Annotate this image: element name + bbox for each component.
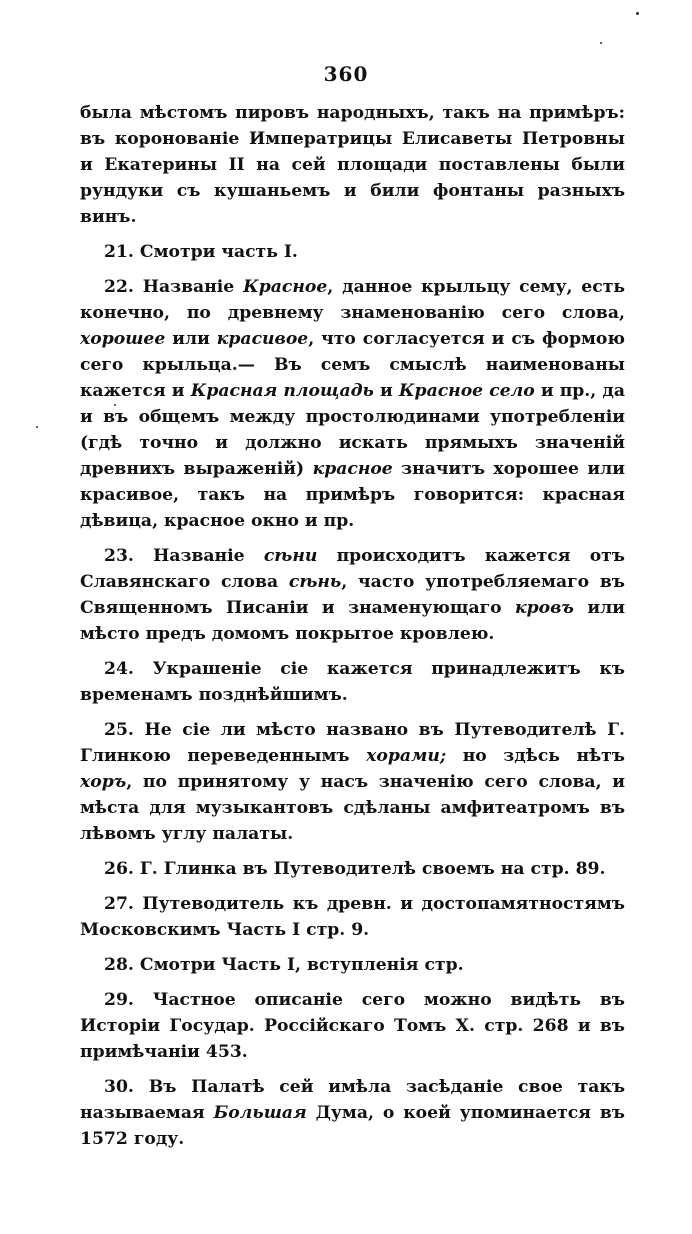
text-run: Смотри Часть I, вступленія стр. xyxy=(139,955,464,975)
emphasized-term: Большая xyxy=(213,1103,307,1123)
text-run: , что согласуется и съ формою сего крыльца.— Въ семъ смыслѣ наименованы кажется и xyxy=(80,329,625,401)
emphasized-term: красивое xyxy=(216,329,309,349)
emphasized-term: Красная площадь xyxy=(190,381,374,401)
text-run: , по принятому у насъ значенію сего слова, и мѣста для музыкантовъ сдѣланы амфитеатромъ въ лѣвомъ углу палаты. xyxy=(80,772,625,844)
footnote-paragraph xyxy=(80,987,625,1065)
emphasized-term: сѣни xyxy=(263,546,318,566)
footnote-number: 28. xyxy=(104,955,134,975)
text-run: Г. Глинка въ Путеводителѣ своемъ на стр. 89. xyxy=(139,859,606,879)
footnote-number: 25. xyxy=(104,720,134,740)
scan-speck xyxy=(114,404,116,406)
emphasized-term: красное xyxy=(312,459,393,479)
footnote-paragraph xyxy=(80,952,625,978)
text-run: была мѣстомъ пировъ народныхъ, такъ на примѣръ: въ коронованіе Императрицы Елисаветы Петровны и Екатерины II на сей площади поставлены были рундуки съ кушаньемъ и били фонтаны разныхъ винъ. xyxy=(80,103,625,227)
notes-body xyxy=(80,100,625,1161)
emphasized-term: хоръ xyxy=(80,772,127,792)
text-run: Украшеніе сіе кажется принадлежитъ къ временамъ позднѣйшимъ. xyxy=(80,659,625,705)
footnote-paragraph xyxy=(80,891,625,943)
text-run: Названіе xyxy=(153,546,264,566)
footnote-number: 22. xyxy=(104,277,134,297)
footnote-number: 27. xyxy=(104,894,134,914)
text-run: Названіе xyxy=(142,277,244,297)
footnote-number: 21. xyxy=(104,242,134,262)
text-run: Путеводитель къ древн. и достопамятностямъ Московскимъ Часть I стр. 9. xyxy=(80,894,625,940)
footnote-paragraph xyxy=(80,656,625,708)
text-run: происходитъ кажется отъ Славянскаго слова xyxy=(80,546,625,592)
footnote-number: 29. xyxy=(104,990,134,1010)
emphasized-term: Красное село xyxy=(398,381,535,401)
text-run: Въ Палатѣ сей имѣла засѣданіе свое такъ называемая xyxy=(80,1077,626,1123)
text-run: Дума, о коей упоминается въ 1572 году. xyxy=(80,1103,625,1149)
footnote-paragraph xyxy=(80,274,625,534)
footnote-paragraph xyxy=(80,1074,625,1152)
text-run: или xyxy=(165,329,217,349)
footnote-number: 26. xyxy=(104,859,134,879)
footnote-paragraph xyxy=(80,856,625,882)
page-number: 360 xyxy=(323,62,369,86)
text-run: и xyxy=(373,381,399,401)
footnote-paragraph xyxy=(80,239,625,265)
text-run: или мѣсто предъ домомъ покрытое кровлею. xyxy=(80,598,625,644)
scan-speck xyxy=(600,42,602,44)
text-run: , часто употребляемаго въ Священномъ Писаніи и знаменующаго xyxy=(80,572,625,618)
footnote-number: 24. xyxy=(104,659,134,679)
footnote-paragraph xyxy=(80,717,625,847)
text-run: Смотри часть I. xyxy=(139,242,298,262)
text-run: значитъ хорошее или красивое, такъ на примѣръ говорится: красная дѣвица, красное окно и пр. xyxy=(80,459,626,531)
scan-speck xyxy=(636,12,639,15)
emphasized-term: сѣнь xyxy=(288,572,342,592)
footnote-paragraph xyxy=(80,543,625,647)
emphasized-term: хорами; xyxy=(366,746,447,766)
scan-speck xyxy=(36,426,38,428)
text-run: но здѣсь нѣтъ xyxy=(446,746,625,766)
emphasized-term: кровъ xyxy=(515,598,574,618)
continuation-paragraph xyxy=(80,100,625,230)
text-run: Частное описаніе сего можно видѣть въ Исторіи Государ. Россійскаго Томъ X. стр. 268 и въ примѣчаніи 453. xyxy=(80,990,625,1062)
emphasized-term: хорошее xyxy=(80,329,166,349)
text-run: , данное крыльцу сему, есть конечно, по древнему знаменованію сего слова, xyxy=(80,277,626,323)
text-run: Не сіе ли мѣсто названо въ Путеводителѣ Г. Глинкою переведеннымъ xyxy=(80,720,626,766)
footnote-number: 23. xyxy=(104,546,134,566)
text-run: и пр., да и въ общемъ между простолюдинами употребленіи (гдѣ точно и должно искать прямыхъ значеній древнихъ выраженій) xyxy=(80,381,626,479)
footnote-number: 30. xyxy=(104,1077,134,1097)
emphasized-term: Красное xyxy=(243,277,328,297)
